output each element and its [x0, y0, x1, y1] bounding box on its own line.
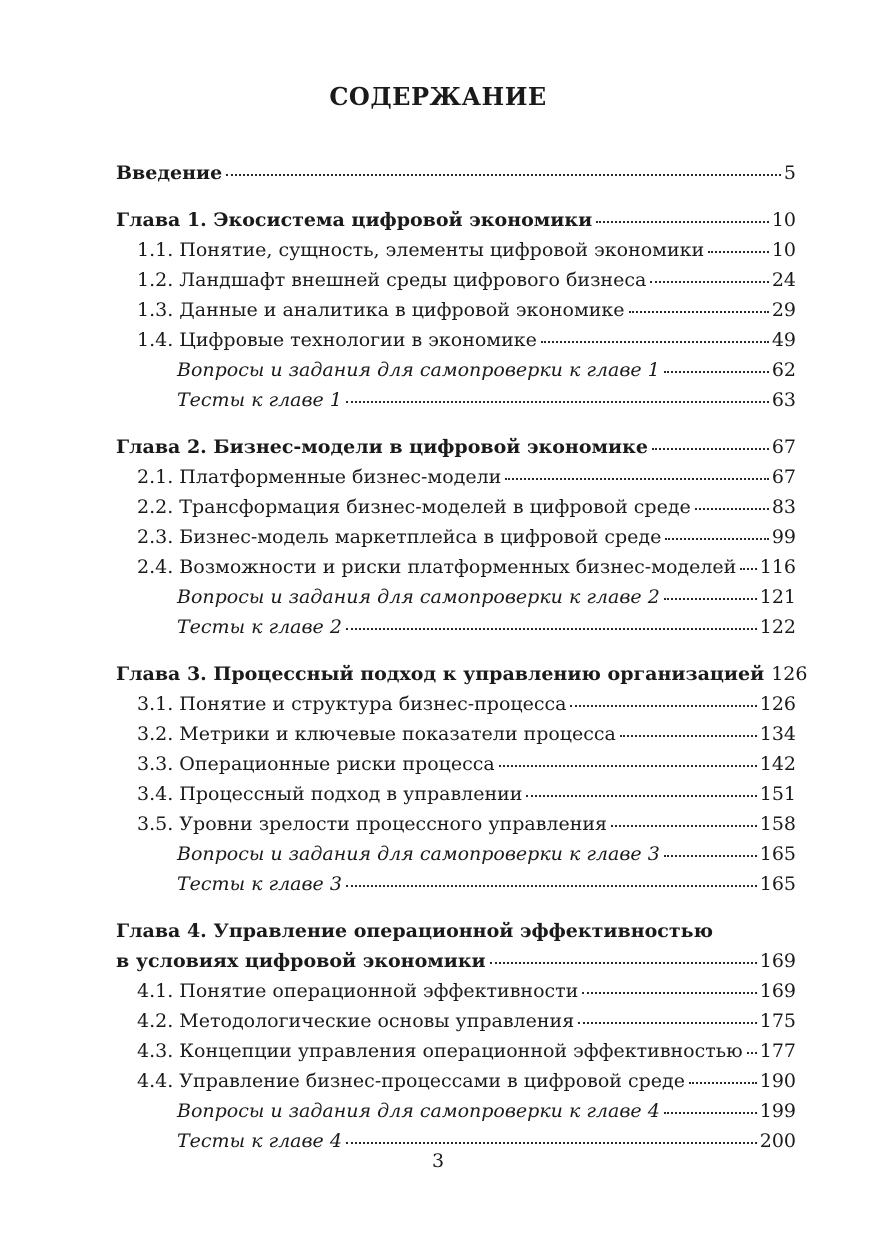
dot-leader: [526, 795, 756, 797]
table-of-contents: [116, 158, 808, 1156]
toc-entry-label: 3.4. Процессный подход в управлении: [137, 783, 523, 805]
toc-entry-label: 3.5. Уровни зрелости процессного управления: [137, 813, 608, 835]
dot-leader: [665, 538, 768, 540]
toc-entry-page: 126: [759, 693, 796, 715]
toc-entry-section-2-2[interactable]: [116, 492, 796, 522]
dot-leader: [650, 281, 769, 283]
toc-entry-questions-2[interactable]: [116, 582, 796, 612]
toc-entry-label: 2.2. Трансформация бизнес-моделей в цифровой среде: [137, 496, 691, 518]
dot-leader: [689, 1082, 757, 1084]
toc-entry-page: 5: [783, 162, 796, 184]
toc-entry-page: 158: [759, 813, 796, 835]
toc-entry-label: Вопросы и задания для самопроверки к главе 1: [177, 359, 660, 381]
toc-entry-label: 4.3. Концепции управления операционной эффективностью: [137, 1040, 743, 1062]
toc-entry-section-3-3[interactable]: [116, 749, 796, 779]
toc-entry-label: 1.4. Цифровые технологии в экономике: [137, 329, 537, 351]
toc-entry-page: 165: [759, 873, 796, 895]
dot-leader: [346, 628, 757, 630]
toc-entry-page: 142: [759, 753, 796, 775]
toc-entry-page: 134: [759, 723, 796, 745]
dot-leader: [582, 992, 756, 994]
toc-entry-section-1-4[interactable]: [116, 325, 796, 355]
toc-entry-label: 3.1. Понятие и структура бизнес-процесса: [137, 693, 567, 715]
toc-entry-page: 126: [771, 663, 808, 685]
toc-entry-page: 10: [771, 239, 796, 261]
toc-entry-section-1-3[interactable]: [116, 295, 796, 325]
toc-entry-label: 1.1. Понятие, сущность, элементы цифровой экономики: [137, 239, 705, 261]
dot-leader: [226, 174, 781, 176]
toc-entry-label: 3.2. Метрики и ключевые показатели процесса: [137, 723, 616, 745]
toc-entry-page: 151: [759, 783, 796, 805]
toc-entry-page: 169: [759, 950, 796, 972]
dot-leader: [490, 962, 757, 964]
toc-entry-section-4-3[interactable]: [116, 1036, 796, 1066]
dot-leader: [695, 508, 769, 510]
toc-entry-label: Тесты к главе 4: [177, 1130, 342, 1152]
toc-entry-section-3-1[interactable]: [116, 689, 796, 719]
dot-leader: [570, 705, 756, 707]
toc-entry-label: 1.2. Ландшафт внешней среды цифрового бизнеса: [137, 269, 647, 291]
toc-entry-label: Глава 2. Бизнес-модели в цифровой экономике: [116, 436, 648, 458]
toc-entry-label: Тесты к главе 2: [177, 616, 342, 638]
toc-entry-chapter-4-line-2[interactable]: [116, 946, 796, 976]
toc-entry-page: 121: [759, 586, 796, 608]
page-number: 3: [431, 1150, 445, 1172]
dot-leader: [740, 568, 756, 570]
toc-entry-page: 24: [771, 269, 796, 291]
toc-entry-label: в условиях цифровой экономики: [116, 950, 486, 972]
toc-entry-section-2-4[interactable]: [116, 552, 796, 582]
toc-entry-tests-1[interactable]: [116, 385, 796, 415]
toc-entry-label: 2.3. Бизнес-модель маркетплейса в цифровой среде: [137, 526, 662, 548]
dot-leader: [664, 598, 757, 600]
toc-entry-page: 190: [759, 1070, 796, 1092]
toc-entry-questions-4[interactable]: [116, 1096, 796, 1126]
dot-leader: [346, 401, 769, 403]
toc-entry-page: 165: [759, 843, 796, 865]
toc-entry-page: 67: [771, 436, 796, 458]
dot-leader: [346, 885, 757, 887]
toc-entry-tests-2[interactable]: [116, 612, 796, 642]
toc-entry-label: 4.4. Управление бизнес-процессами в цифровой среде: [137, 1070, 685, 1092]
dot-leader: [596, 221, 769, 223]
toc-entry-questions-1[interactable]: [116, 355, 796, 385]
toc-entry-label: Тесты к главе 1: [177, 389, 342, 411]
toc-entry-page: 63: [771, 389, 796, 411]
toc-entry-page: 200: [759, 1130, 796, 1152]
dot-leader: [708, 251, 769, 253]
toc-entry-questions-3[interactable]: [116, 839, 796, 869]
toc-entry-page: 29: [771, 299, 796, 321]
dot-leader: [747, 1052, 757, 1054]
dot-leader: [541, 341, 769, 343]
dot-leader: [578, 1022, 757, 1024]
toc-entry-page: 199: [759, 1100, 796, 1122]
toc-entry-page: 122: [759, 616, 796, 638]
toc-entry-label: Глава 1. Экосистема цифровой экономики: [116, 209, 593, 231]
dot-leader: [664, 1112, 757, 1114]
toc-entry-label: 2.4. Возможности и риски платформенных бизнес-моделей: [137, 556, 737, 578]
dot-leader: [664, 371, 769, 373]
dot-leader: [664, 855, 757, 857]
dot-leader: [611, 825, 757, 827]
toc-entry-section-1-1[interactable]: [116, 235, 796, 265]
toc-entry-label: 2.1. Платформенные бизнес-модели: [137, 466, 502, 488]
toc-entry-chapter-1[interactable]: [116, 205, 796, 235]
toc-entry-chapter-3[interactable]: [116, 659, 808, 689]
toc-entry-label: Введение: [116, 162, 223, 184]
toc-entry-section-3-2[interactable]: [116, 719, 796, 749]
toc-entry-label: 4.2. Методологические основы управления: [137, 1010, 575, 1032]
toc-entry-page: 49: [771, 329, 796, 351]
toc-entry-section-3-5[interactable]: [116, 809, 796, 839]
toc-entry-page: 67: [771, 466, 796, 488]
toc-entry-page: 62: [771, 359, 796, 381]
toc-entry-page: 99: [771, 526, 796, 548]
dot-leader: [652, 448, 769, 450]
dot-leader: [620, 735, 757, 737]
toc-entry-section-1-2[interactable]: [116, 265, 796, 295]
toc-entry-section-4-4[interactable]: [116, 1066, 796, 1096]
toc-entry-page: 175: [759, 1010, 796, 1032]
toc-entry-chapter-2[interactable]: [116, 432, 796, 462]
toc-entry-page: 169: [759, 980, 796, 1002]
toc-entry-chapter-4-line-1[interactable]: [116, 916, 796, 946]
dot-leader: [499, 765, 757, 767]
toc-entry-page: 10: [771, 209, 796, 231]
toc-entry-tests-3[interactable]: [116, 869, 796, 899]
toc-entry-section-4-2[interactable]: [116, 1006, 796, 1036]
toc-entry-label: 3.3. Операционные риски процесса: [137, 753, 495, 775]
dot-leader: [505, 478, 768, 480]
toc-entry-section-2-1[interactable]: [116, 462, 796, 492]
dot-leader: [629, 311, 769, 313]
toc-entry-label: Глава 3. Процессный подход к управлению организацией: [116, 663, 765, 685]
toc-entry-section-4-1[interactable]: [116, 976, 796, 1006]
toc-entry-introduction[interactable]: [116, 158, 796, 188]
toc-entry-page: 177: [759, 1040, 796, 1062]
toc-entry-label: Вопросы и задания для самопроверки к главе 2: [177, 586, 660, 608]
dot-leader: [346, 1142, 757, 1144]
toc-entry-label: 1.3. Данные и аналитика в цифровой экономике: [137, 299, 625, 321]
toc-entry-label: Тесты к главе 3: [177, 873, 342, 895]
toc-entry-section-3-4[interactable]: [116, 779, 796, 809]
toc-entry-label: Глава 4. Управление операционной эффективностью: [116, 920, 713, 942]
toc-entry-section-2-3[interactable]: [116, 522, 796, 552]
toc-entry-page: 116: [759, 556, 796, 578]
toc-entry-label: 4.1. Понятие операционной эффективности: [137, 980, 579, 1002]
toc-entry-page: 83: [771, 496, 796, 518]
toc-entry-label: Вопросы и задания для самопроверки к главе 3: [177, 843, 660, 865]
toc-entry-label: Вопросы и задания для самопроверки к главе 4: [177, 1100, 660, 1122]
page-title: СОДЕРЖАНИЕ: [329, 82, 547, 111]
